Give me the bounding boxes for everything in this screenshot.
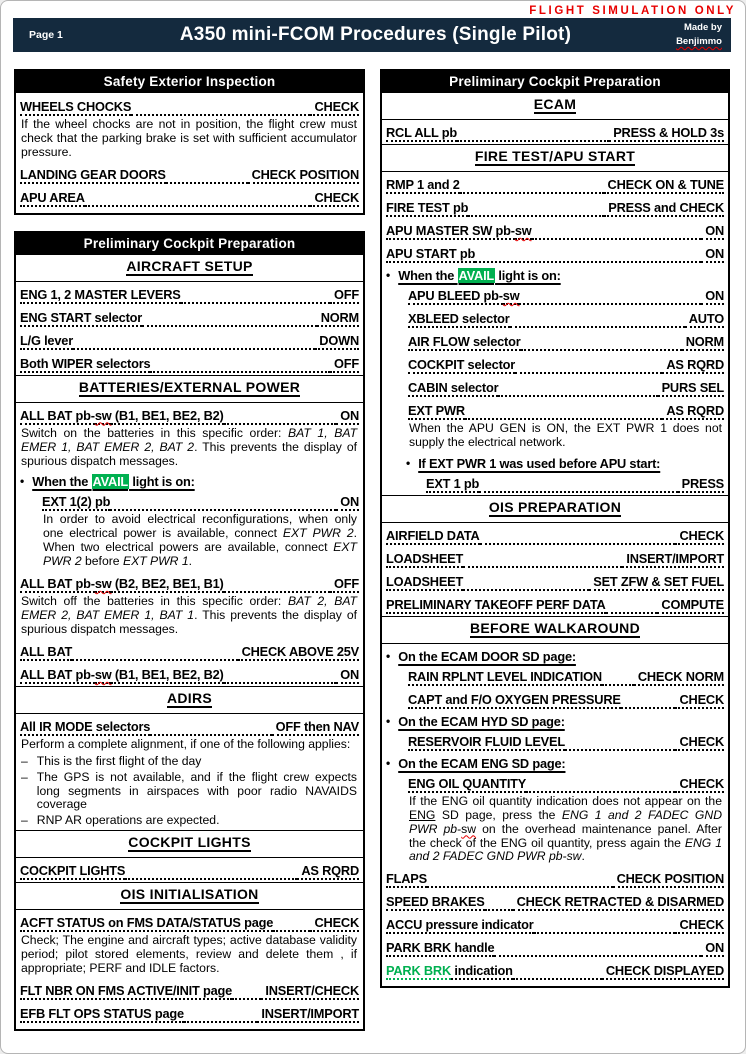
dot-leader: [150, 734, 271, 736]
text-run: If EXT PWR 1 was used before APU start:: [418, 455, 661, 471]
subsection-header: [382, 495, 728, 523]
text-run: Check; The engine and aircraft types; active database validity period; pilot stored elements, review and delete them , if appropriate; PERF and IDLE factors.: [21, 933, 357, 976]
item-value: CHECK: [310, 99, 359, 116]
item-value: AS RQRD: [662, 403, 724, 420]
checklist-item: [408, 376, 724, 397]
subsection-title: BATTERIES/EXTERNAL POWER: [78, 378, 301, 395]
text-run: EXT 1(2) pb: [42, 494, 111, 510]
item-value: CHECK: [675, 734, 724, 751]
dot-leader: [273, 930, 310, 932]
dot-leader: [515, 372, 662, 374]
item-value: AUTO: [685, 311, 724, 328]
bullet-icon: •: [386, 713, 391, 728]
checklist-item: [20, 1002, 359, 1023]
bullet-text: [32, 474, 194, 489]
text-run: EXT 1 pb: [426, 475, 480, 491]
checklist-item: [20, 93, 359, 116]
dot-leader: [457, 140, 609, 142]
text-run: EXT PWR 2: [282, 526, 354, 541]
dot-leader: [485, 909, 513, 911]
bullet-condition: [386, 265, 724, 283]
checklist-item: [20, 329, 359, 350]
text-run: sw: [94, 666, 112, 682]
text-run: In order to avoid electrical reconfigurations, when only one electrical power is available, connect: [43, 512, 357, 541]
item-value: OFF: [330, 356, 359, 373]
checklist-item: [408, 284, 724, 305]
checklist-item: [20, 186, 359, 207]
text-run: AIRFIELD DATA: [386, 527, 480, 543]
bullet-text: [398, 649, 576, 664]
text-run: WHEELS CHOCKS: [20, 99, 132, 114]
dash-text: [37, 814, 220, 828]
checklist-item: [408, 730, 724, 751]
bullet-icon: •: [406, 455, 411, 470]
item-value: CHECK RETRACTED & DISARMED: [513, 894, 724, 911]
credit: [650, 21, 731, 50]
text-run: ALL BAT pb-: [20, 576, 95, 592]
text-run: All IR MODE selectors: [20, 718, 151, 734]
item-value: PURS SEL: [658, 380, 724, 397]
checklist-item: [386, 196, 724, 217]
checklist-item: [386, 121, 724, 142]
text-run: . This prevents the display of spurious dispatch messages.: [21, 607, 357, 636]
title-bar: [13, 18, 731, 52]
text-run: Switch on the batteries in this specific order:: [21, 425, 289, 440]
text-run: On the ECAM DOOR SD page:: [398, 648, 576, 664]
text-run: ALL BAT: [20, 643, 73, 659]
text-run: On the ECAM HYD SD page:: [398, 713, 565, 729]
item-value: CHECK ON & TUNE: [604, 177, 724, 194]
item-value: PRESS and CHECK: [604, 200, 724, 217]
text-run: (B1, BE1, BE2, B2): [111, 666, 224, 682]
text-run: AIR FLOW selector: [408, 334, 521, 349]
text-run: ALL BAT pb-: [20, 666, 95, 682]
text-run: sw: [461, 821, 477, 836]
checklist-item: [20, 911, 359, 932]
section-title: Preliminary Cockpit Preparation: [16, 233, 363, 255]
text-run: .: [188, 554, 193, 569]
subsection-header: [16, 882, 363, 910]
text-run: AVAIL: [92, 474, 129, 490]
dot-leader: [150, 371, 330, 373]
bullet-text: [398, 268, 560, 283]
checklist-item: [408, 772, 724, 793]
section-body: [382, 93, 728, 986]
item-value: OFF: [330, 287, 359, 304]
checklist-item: [408, 330, 724, 351]
text-run: FLT NBR ON FMS ACTIVE/INIT page: [20, 982, 233, 998]
dot-leader: [519, 303, 701, 305]
text-run: PARK BRK: [386, 963, 451, 979]
dash-icon: –: [21, 813, 28, 828]
item-value: NORM: [682, 334, 724, 351]
text-run: EXT PWR 1: [122, 554, 189, 569]
text-run: APU START pb: [386, 246, 476, 261]
dot-leader: [72, 659, 237, 661]
bullet-condition: [386, 646, 724, 664]
subsection-title: ADIRS: [166, 689, 213, 706]
bullet-text: [398, 756, 565, 771]
dash-item: [21, 755, 357, 769]
dot-leader: [475, 261, 701, 263]
dot-leader: [565, 749, 676, 751]
item-value: INSERT/IMPORT: [257, 1006, 359, 1023]
text-run: . When two electrical powers are available, connect: [43, 526, 357, 555]
item-value: OFF then NAV: [272, 719, 359, 736]
dot-leader: [621, 707, 676, 709]
text-run: before: [81, 554, 123, 569]
text-run: light is on:: [129, 474, 195, 490]
subsection-title: FIRE TEST/APU START: [474, 148, 636, 164]
text-run: ENG 1 and 2 FADEC GND PWR pb: [409, 807, 722, 836]
checklist-item: [20, 404, 359, 425]
checklist-item: [386, 959, 724, 980]
section-body: [16, 255, 363, 1029]
dash-text: [37, 755, 202, 769]
text-run: RNP AR operations are expected.: [36, 813, 220, 828]
text-run: ALL BAT pb-: [20, 407, 95, 423]
item-value: CHECK POSITION: [613, 871, 724, 888]
dot-leader: [534, 932, 676, 934]
checklist-item: [386, 547, 724, 568]
item-value: ON: [701, 223, 724, 240]
text-run: sw: [94, 576, 112, 592]
item-value: ON: [336, 667, 359, 684]
text-run: -: [457, 821, 462, 836]
text-run: CABIN selector: [408, 380, 499, 395]
bullet-icon: •: [386, 755, 391, 770]
section: [14, 69, 365, 215]
text-run: The GPS is not available, and if the flight crew expects long segments in airspaces with poor radio NAVAIDS coverage: [36, 769, 357, 812]
checklist-item: [408, 399, 724, 420]
dot-leader: [526, 791, 675, 793]
text-run: APU AREA: [20, 189, 85, 205]
section: [14, 231, 365, 1031]
dot-leader: [463, 566, 622, 568]
bullet-text: [398, 714, 565, 729]
item-value: INSERT/IMPORT: [622, 551, 724, 568]
text-run: Perform a complete alignment, if one of the following applies:: [21, 736, 351, 751]
subsection-header: [382, 144, 728, 172]
item-value: CHECK: [675, 776, 724, 793]
text-run: When the: [398, 268, 458, 283]
dot-leader: [465, 418, 662, 420]
text-run: RCL ALL pb: [386, 125, 457, 140]
subsection-title: ECAM: [533, 96, 577, 112]
dot-leader: [427, 886, 613, 888]
dash-text: [37, 771, 357, 813]
text-run: ENG 1 and 2 FADEC GND PWR pb-sw: [409, 835, 722, 864]
checklist-item: [20, 979, 359, 1000]
text-run: RESERVOIR FLUID LEVEL: [408, 733, 565, 749]
item-value: SET ZFW & SET FUEL: [589, 574, 724, 591]
left-column: [14, 69, 365, 1047]
text-run: When the APU GEN is ON, the EXT PWR 1 does not supply the electrical network.: [409, 421, 722, 449]
dot-leader: [498, 395, 657, 397]
item-value: ON: [701, 288, 724, 305]
credit-author: Benjimmo: [676, 36, 722, 47]
text-run: RAIN RPLNT LEVEL INDICATION: [408, 668, 602, 684]
item-value: INSERT/CHECK: [261, 983, 359, 1000]
checklist-item: [386, 593, 724, 614]
subsection-title: COCKPIT LIGHTS: [128, 834, 251, 851]
bullet-icon: •: [386, 648, 391, 663]
text-run: On the ECAM ENG SD page:: [398, 755, 566, 771]
checklist-item: [386, 173, 724, 194]
bullet-condition: [386, 711, 724, 729]
text-run: BAT 2, BAT EMER 2, BAT EMER 1, BAT 1: [21, 594, 358, 622]
text-run: ACFT STATUS on FMS DATA/STATUS page: [20, 915, 274, 931]
text-run: FIRE TEST pb: [386, 200, 469, 215]
text-run: Both WIPER selectors: [20, 355, 151, 371]
section: [380, 69, 730, 988]
text-run: When the: [32, 474, 92, 490]
checklist-item: [386, 242, 724, 263]
item-value: CHECK NORM: [634, 669, 724, 686]
text-run: (B1, BE1, BE2, B2): [111, 407, 224, 423]
section-title: Preliminary Cockpit Preparation: [382, 71, 728, 93]
item-value: CHECK: [675, 528, 724, 545]
text-run: If the ENG oil quantity indication does not appear on the: [409, 793, 722, 808]
procedure-note: [21, 738, 357, 752]
section-body: [16, 93, 363, 213]
text-run: COCKPIT LIGHTS: [20, 863, 126, 879]
item-value: CHECK ABOVE 25V: [238, 644, 359, 661]
text-run: XBLEED selector: [408, 311, 510, 326]
dash-icon: –: [21, 769, 28, 784]
checklist-item: [386, 890, 724, 911]
item-value: AS RQRD: [297, 863, 359, 880]
subsection-header: [16, 830, 363, 858]
section-title: Safety Exterior Inspection: [16, 71, 363, 93]
checklist-item: [386, 219, 724, 240]
checklist-item: [426, 472, 724, 493]
dot-leader: [184, 1021, 257, 1023]
item-value: CHECK DISPLAYED: [602, 963, 724, 980]
item-value: COMPUTE: [657, 597, 724, 614]
text-run: ENG: [409, 807, 436, 822]
right-column: [380, 69, 730, 1004]
bullet-condition: [406, 453, 724, 471]
item-value: CHECK POSITION: [248, 167, 359, 184]
checklist-item: [20, 306, 359, 327]
text-run: FLAPS: [386, 871, 427, 887]
checklist-item: [20, 352, 359, 373]
text-run: COCKPIT selector: [408, 357, 516, 372]
page-number: Page 1: [29, 29, 63, 41]
bullet-text: [418, 456, 660, 471]
dot-leader: [224, 682, 337, 684]
text-run: EXT PWR: [408, 403, 465, 418]
dash-item: [21, 771, 357, 813]
text-run: EXT PWR 2: [43, 540, 357, 569]
subsection-title: OIS PREPARATION: [488, 498, 622, 515]
text-run: APU MASTER SW pb-: [386, 223, 515, 238]
text-run: L/G lever: [20, 332, 73, 348]
dot-leader: [494, 955, 701, 957]
subsection-title: AIRCRAFT SETUP: [126, 257, 253, 274]
dot-leader: [125, 878, 297, 880]
dot-leader: [479, 491, 677, 493]
text-run: EFB FLT OPS STATUS page: [20, 1005, 184, 1021]
subsection-header: [16, 686, 363, 714]
checklist-item: [386, 570, 724, 591]
text-run: CAPT and F/O OXYGEN PRESSURE: [408, 691, 621, 707]
procedure-note: [21, 427, 357, 469]
checklist-item: [386, 913, 724, 934]
item-value: AS RQRD: [662, 357, 724, 374]
dot-leader: [224, 591, 330, 593]
checklist-item: [408, 665, 724, 686]
text-run: Switch off the batteries in this specific order:: [21, 594, 288, 609]
dash-item: [21, 814, 357, 828]
text-run: BAT 1, BAT EMER 1, BAT EMER 2, BAT 2: [21, 425, 358, 454]
item-value: PRESS: [678, 476, 724, 493]
dot-leader: [521, 349, 682, 351]
checklist-item: [408, 307, 724, 328]
procedure-note: [21, 595, 357, 637]
checklist-item: [408, 353, 724, 374]
item-value: CHECK: [310, 915, 359, 932]
dot-leader: [480, 543, 676, 545]
dot-leader: [131, 114, 310, 116]
bullet-condition: [20, 471, 359, 489]
subsection-title: OIS INITIALISATION: [120, 886, 259, 903]
text-run: If the wheel chocks are not in position, the flight crew must check that the parking brake is set with sufficient accumulator pressure.: [21, 117, 357, 159]
procedure-note: [409, 422, 722, 450]
dot-leader: [510, 326, 685, 328]
subsection-header: [382, 616, 728, 644]
checklist-item: [20, 859, 359, 880]
item-value: ON: [701, 940, 724, 957]
dot-leader: [110, 509, 336, 511]
bullet-icon: •: [386, 268, 391, 282]
text-run: LOADSHEET: [386, 550, 464, 566]
text-run: sw: [514, 223, 532, 238]
item-value: ON: [336, 408, 359, 425]
watermark: FLIGHT SIMULATION ONLY: [529, 5, 736, 17]
checklist-item: [386, 936, 724, 957]
item-value: CHECK: [675, 917, 724, 934]
checklist-item: [42, 490, 359, 511]
text-run: This is the first flight of the day: [36, 753, 202, 768]
procedure-note: [21, 118, 357, 160]
checklist-item: [386, 867, 724, 888]
dot-leader: [224, 423, 337, 425]
text-run: ACCU pressure indicator: [386, 917, 534, 933]
checklist-item: [20, 640, 359, 661]
item-value: ON: [336, 494, 359, 511]
text-run: . This prevents the display of spurious dispatch messages.: [21, 439, 357, 468]
subsection-title: BEFORE WALKAROUND: [470, 619, 640, 636]
dot-leader: [468, 215, 604, 217]
dot-leader: [181, 302, 330, 304]
procedure-note: [409, 795, 722, 865]
checklist-item: [20, 163, 359, 184]
text-run: .: [581, 849, 585, 864]
dot-leader: [232, 998, 261, 1000]
text-run: ENG OIL QUANTITY: [408, 775, 527, 791]
dot-leader: [606, 612, 658, 614]
text-run: ENG START selector: [20, 309, 143, 325]
dot-leader: [532, 238, 702, 240]
text-run: SPEED BRAKES: [386, 894, 485, 910]
dot-leader: [85, 205, 311, 207]
checklist-item: [20, 663, 359, 684]
checklist-item: [408, 688, 724, 709]
text-run: LOADSHEET: [386, 573, 464, 589]
text-run: LANDING GEAR DOORS: [20, 166, 166, 182]
dot-leader: [602, 684, 634, 686]
checklist-item: [20, 715, 359, 736]
text-run: (B2, BE2, BE1, B1): [111, 576, 224, 592]
item-value: PRESS & HOLD 3s: [609, 125, 724, 142]
checklist-item: [20, 283, 359, 304]
dot-leader: [142, 325, 317, 327]
item-value: CHECK: [310, 190, 359, 207]
subsection-header: [16, 255, 363, 282]
text-run: APU BLEED pb-: [408, 288, 503, 303]
item-value: DOWN: [315, 333, 359, 350]
bullet-icon: •: [20, 474, 25, 489]
text-run: PARK BRK handle: [386, 940, 495, 956]
dot-leader: [166, 182, 248, 184]
item-value: NORM: [317, 310, 359, 327]
text-run: RMP 1 and 2: [386, 177, 460, 192]
text-run: on the overhead maintenance panel. After the check of the ENG oil quantity, press again the: [409, 821, 722, 850]
item-value: OFF: [330, 576, 359, 593]
dot-leader: [73, 348, 315, 350]
item-value: CHECK: [675, 692, 724, 709]
bullet-condition: [386, 753, 724, 771]
dot-leader: [460, 192, 604, 194]
text-run: PRELIMINARY TAKEOFF PERF DATA: [386, 596, 606, 612]
text-run: sw: [502, 288, 520, 303]
dot-leader: [513, 978, 602, 980]
dash-icon: –: [21, 753, 28, 768]
text-run: ENG 1, 2 MASTER LEVERS: [20, 286, 181, 302]
procedure-note: [21, 934, 357, 976]
subsection-header: [16, 375, 363, 403]
text-run: sw: [94, 407, 112, 423]
page-title: A350 mini-FCOM Procedures (Single Pilot): [179, 24, 572, 45]
text-run: AVAIL: [458, 268, 495, 283]
procedure-note: [43, 513, 357, 569]
dot-leader: [463, 589, 589, 591]
checklist-item: [386, 524, 724, 545]
credit-made-by: Made by: [683, 21, 722, 33]
text-run: SD page, press the: [435, 807, 562, 822]
checklist-item: [20, 572, 359, 593]
subsection-header: [382, 93, 728, 120]
text-run: indication: [451, 963, 513, 979]
item-value: ON: [701, 246, 724, 263]
text-run: light is on:: [495, 268, 561, 283]
